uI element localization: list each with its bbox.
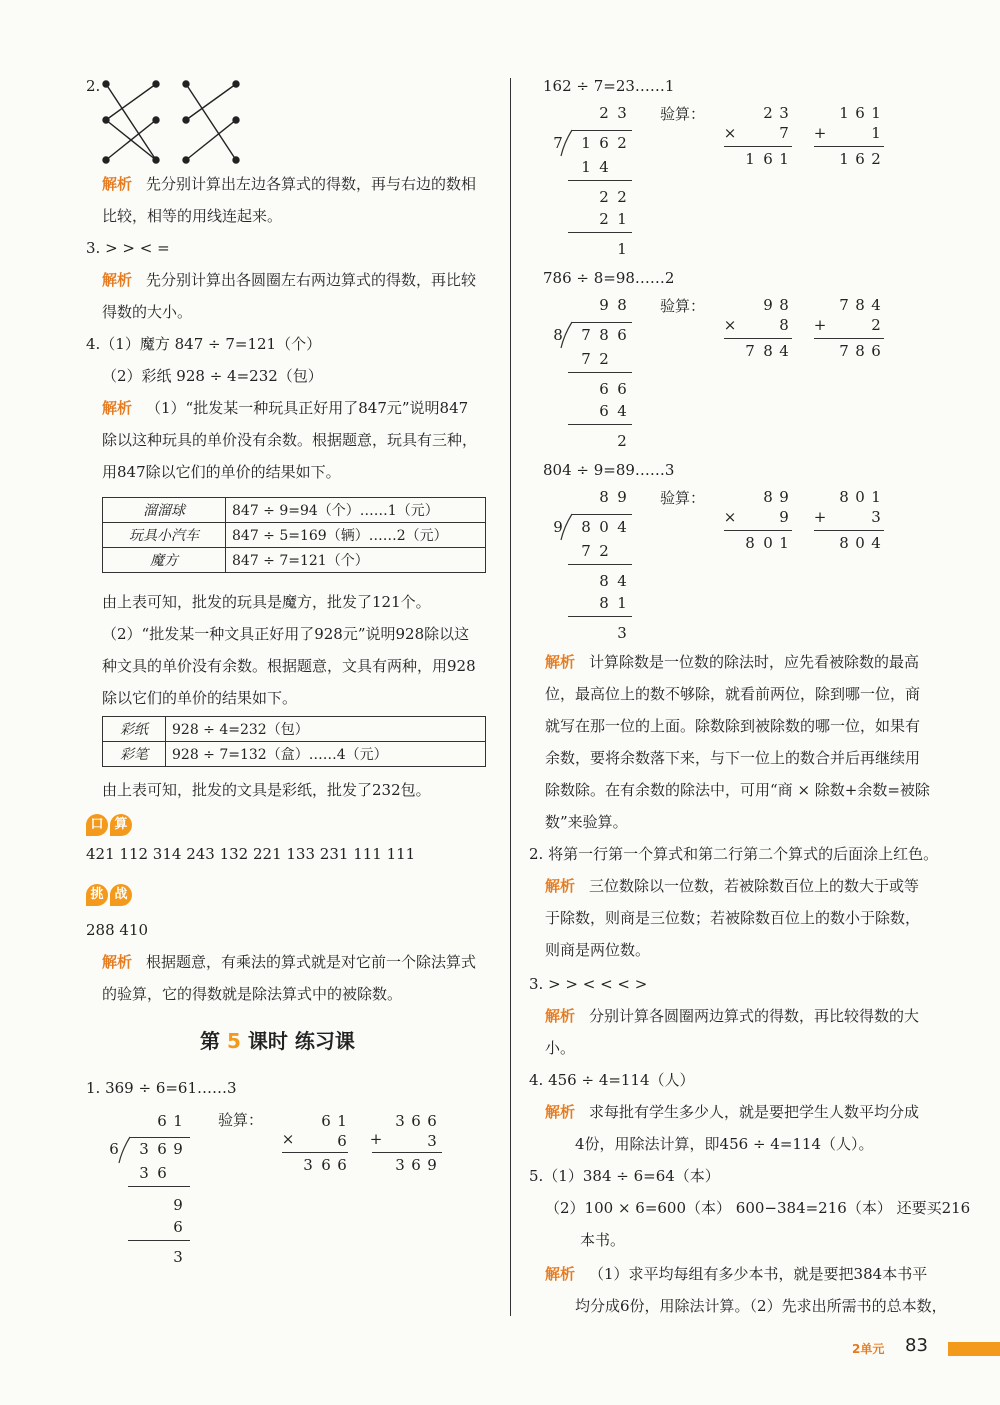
division-3-head: 804 ÷ 9=89……3 (543, 461, 675, 479)
q3-answer: 3. > > < = (86, 239, 170, 257)
r-q2-explain-line2: 于除数，则商是三位数；若被除数百位上的数小于除数， (545, 909, 921, 927)
check-label: 验算： (218, 1111, 264, 1129)
tiaozhan-badge: 挑 战 (86, 884, 132, 906)
r-q2-answer: 2. 将第一行第一个算式和第二行第二个算式的后面涂上红色。 (529, 845, 939, 863)
explain-tag: 解析 (545, 1265, 576, 1283)
r-explain-line5: 除数除。在有余数的除法中，可用“商 × 除数+余数=被除 (545, 781, 930, 799)
tiaozhan-explain-line1: 解析 根据题意，有乘法的算式就是对它前一个除法算式 (102, 953, 477, 971)
q2-explain-line2: 比较，相等的用线连起来。 (102, 207, 283, 225)
q4-answer-1: 4.（1）魔方 847 ÷ 7=121（个） (86, 335, 322, 353)
q4-explain-line3: 用847除以它们的单价的结果如下。 (102, 463, 341, 481)
explain-tag: 解析 (545, 1103, 576, 1121)
explain-tag: 解析 (102, 399, 133, 417)
kousuan-answers: 421 112 314 243 132 221 133 231 111 111 (86, 845, 416, 863)
explain-tag: 解析 (102, 175, 133, 193)
r-q4-answer: 4. 456 ÷ 4=114（人） (529, 1071, 695, 1089)
table-row: 玩具小汽车 847 ÷ 5=169（辆）……2（元） (103, 523, 486, 548)
q4-part2-line3: 除以它们的单价的结果如下。 (102, 689, 298, 707)
tiaozhan-explain-line2: 的验算，它的得数就是除法算式中的被除数。 (102, 985, 403, 1003)
r-q4-explain-line2: 4份，用除法计算，即456 ÷ 4=114（人）。 (575, 1135, 874, 1153)
r-explain-line3: 就写在那一位的上面。除数除到被除数的哪一位，如果有 (545, 717, 921, 735)
r-q5-explain-line2: 均分成6份，用除法计算。（2）先求出所需书的总本数， (575, 1297, 947, 1315)
unit-label: 2单元 (852, 1342, 885, 1356)
r-explain-line1: 解析 计算除数是一位数的除法时，应先看被除数的最高 (545, 653, 920, 671)
q4-part2-line1: （2）“批发某一种文具正好用了928元”说明928除以这 (102, 625, 470, 643)
r-q5-answer-2: （2）100 × 6=600（本） 600−384=216（本） 还要买216 (545, 1199, 971, 1217)
explain-tag: 解析 (545, 653, 576, 671)
explain-tag: 解析 (102, 953, 133, 971)
r-explain-line4: 余数，要将余数落下来，与下一位上的数合并后再继续用 (545, 749, 921, 767)
table-row: 彩笔 928 ÷ 7=132（盒）……4（元） (103, 742, 486, 767)
page-number: 83 (905, 1335, 928, 1356)
q4-explain-line2: 除以这种玩具的单价没有余数。根据题意，玩具有三种， (102, 431, 478, 449)
r-q2-explain-line3: 则商是两位数。 (545, 941, 651, 959)
p1-line: 1. 369 ÷ 6=61……3 (86, 1079, 237, 1097)
q4-conclusion-1: 由上表可知，批发的玩具是魔方，批发了121个。 (102, 593, 431, 611)
r-q5-answer-1: 5.（1）384 ÷ 6=64（本） (529, 1167, 720, 1185)
q2-explain-line1: 解析 先分别计算出左边各算式的得数，再与右边的数相 (102, 175, 477, 193)
kousuan-badge: 口 算 (86, 814, 132, 836)
q4-explain-line1: 解析 （1）“批发某一种玩具正好用了847元”说明847 (102, 399, 469, 417)
r-q5-answer-3: 本书。 (580, 1231, 626, 1249)
explain-tag: 解析 (545, 1007, 576, 1025)
check-label-1: 验算： (660, 105, 706, 123)
lesson-title: 第 5 课时 练习课 (200, 1029, 355, 1053)
explain-tag: 解析 (102, 271, 133, 289)
r-q3-answer: 3. > > < < < > (529, 975, 648, 993)
q3-explain-line2: 得数的大小。 (102, 303, 193, 321)
q4-conclusion-2: 由上表可知，批发的文具是彩纸，批发了232包。 (102, 781, 431, 799)
division-2-head: 786 ÷ 8=98……2 (543, 269, 675, 287)
r-q2-explain-line1: 解析 三位数除以一位数，若被除数百位上的数大于或等 (545, 877, 920, 895)
r-q3-explain-line2: 小。 (545, 1039, 576, 1057)
check-label-2: 验算： (660, 297, 706, 315)
q3-explain-line1: 解析 先分别计算出各圆圈左右两边算式的得数，再比较 (102, 271, 477, 289)
q2-label: 2. (86, 77, 101, 95)
r-explain-line6: 数”来验算。 (545, 813, 628, 831)
q4-answer-2: （2）彩纸 928 ÷ 4=232（包） (102, 367, 323, 385)
q4-part2-line2: 种文具的单价没有余数。根据题意，文具有两种，用928 (102, 657, 476, 675)
explain-tag: 解析 (545, 877, 576, 895)
table-row: 溜溜球 847 ÷ 9=94（个）……1（元） (103, 498, 486, 523)
r-q4-explain-line1: 解析 求每批有学生多少人，就是要把学生人数平均分成 (545, 1103, 920, 1121)
tiaozhan-answers: 288 410 (86, 921, 149, 939)
column-divider (510, 78, 511, 1316)
r-explain-line2: 位，最高位上的数不够除，就看前两位，除到哪一位，商 (545, 685, 921, 703)
footer-accent-bar (948, 1342, 1000, 1356)
table-row: 魔方 847 ÷ 7=121（个） (103, 548, 486, 573)
r-q3-explain-line1: 解析 分别计算各圆圈两边算式的得数，再比较得数的大 (545, 1007, 920, 1025)
table-row: 彩纸 928 ÷ 4=232（包） (103, 717, 486, 742)
r-q5-explain-line1: 解析 （1）求平均每组有多少本书，就是要把384本书平 (545, 1265, 928, 1283)
toy-table (102, 497, 486, 573)
stationery-table (102, 716, 486, 767)
division-1-head: 162 ÷ 7=23……1 (543, 77, 675, 95)
check-label-3: 验算： (660, 489, 706, 507)
matching-lines-diagram (96, 76, 256, 166)
